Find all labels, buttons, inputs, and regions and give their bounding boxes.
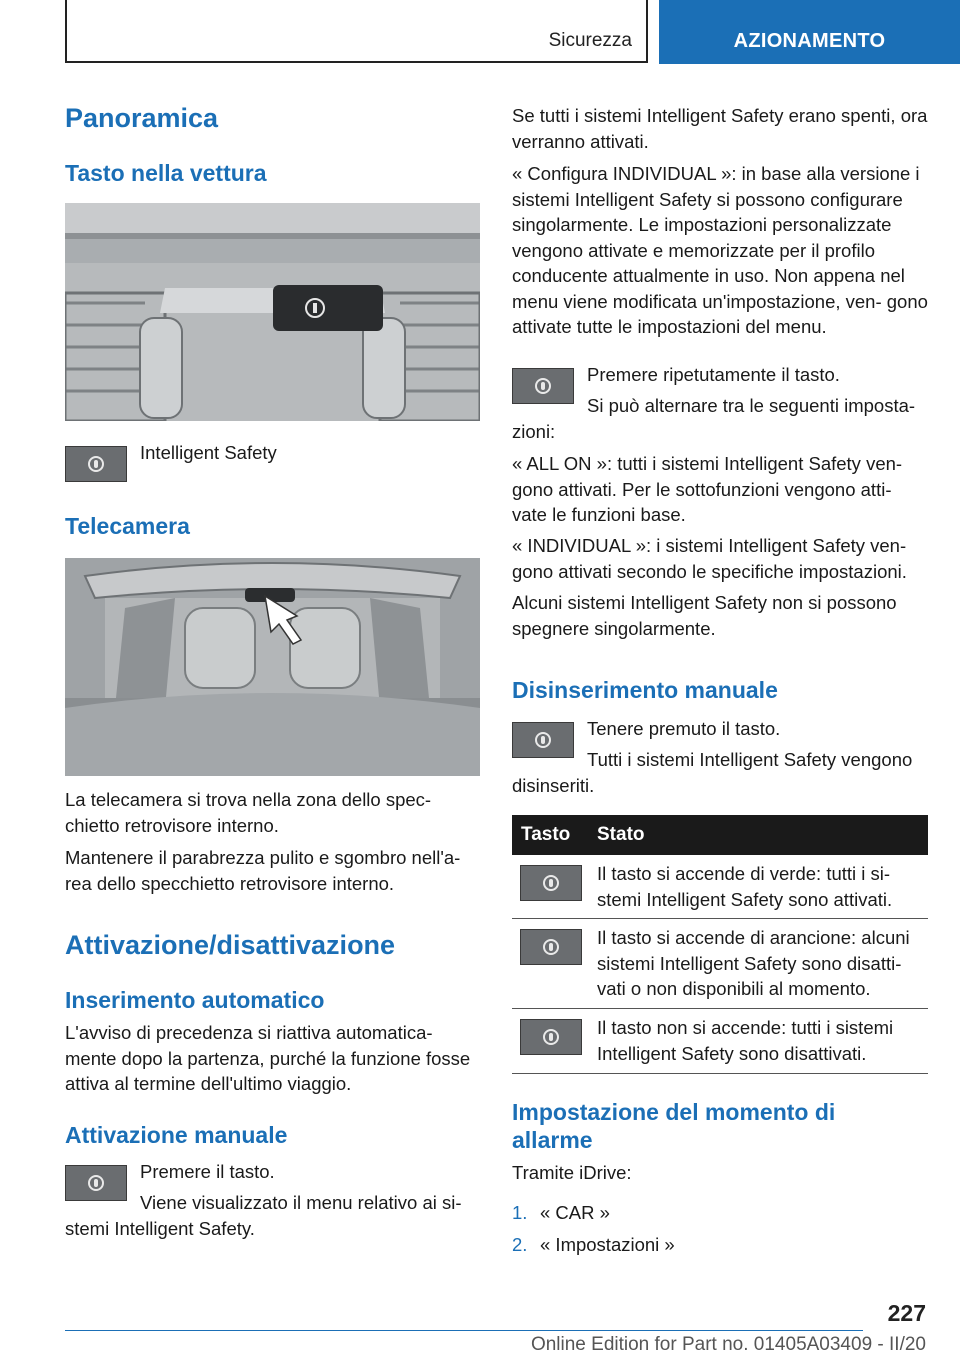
- camera-location-photo: [65, 558, 480, 776]
- table-cell-status: Il tasto si accende di arancione: alcuni sistemi Intelligent Safety sono disatti‐ vati o non disponibili al momento.: [597, 927, 910, 999]
- manual-line-2: Viene visualizzato il menu relativo ai si‐: [140, 1192, 462, 1213]
- step-text: « CAR »: [540, 1202, 610, 1223]
- table-row: [512, 855, 928, 919]
- repeat-line-2: Si può alternare tra le seguenti imposta‐: [587, 395, 916, 416]
- subheading-button: Tasto nella vettura: [65, 160, 267, 186]
- car-interior-illustration: [65, 558, 480, 776]
- camera-paragraph-1: La telecamera si trova nella zona dello spec‐ chietto retrovisore interno.: [65, 789, 432, 836]
- no-off-paragraph: Alcuni sistemi Intelligent Safety non si possono spegnere singolarmente.: [512, 592, 897, 639]
- table-cell-status: Il tasto non si accende: tutti i sistemi Intelligent Safety sono disattivati.: [597, 1017, 894, 1064]
- header-section-box: [65, 0, 648, 63]
- hold-button-icon: [512, 722, 574, 758]
- edition-footer: Online Edition for Part no. 01405A03409 - II/20: [530, 1334, 926, 1355]
- subheading-auto: Inserimento automatico: [65, 987, 325, 1013]
- subheading-camera: Telecamera: [65, 513, 190, 539]
- off-line-3: disinseriti.: [512, 775, 595, 796]
- column-header-button: Tasto: [521, 824, 571, 845]
- button-orange-icon: [520, 929, 582, 965]
- subheading-manual-off: Disinserimento manuale: [512, 677, 778, 703]
- button-green-icon: [520, 865, 582, 901]
- repeat-press-button-icon: [512, 368, 574, 404]
- right-paragraph-individual-config: « Configura INDIVIDUAL »: in base alla versione i sistemi Intelligent Safety si possono configurare singolarmente. Le impostazioni personalizzate vengono attivate e memorizzate per il profilo conducente attualmente in uso. Non appena nel menu viene modificata un'impostazione, ven‐ gono attivate tutte le impostazioni del menu.: [512, 163, 928, 337]
- section-title-activation: Attivazione/disattivazione: [65, 930, 396, 960]
- repeat-line-1: Premere ripetutamente il tasto.: [587, 364, 840, 385]
- dashboard-illustration: [65, 203, 480, 421]
- button-caption: Intelligent Safety: [140, 442, 277, 463]
- header-section-label: Sicurezza: [548, 30, 632, 51]
- subheading-manual: Attivazione manuale: [65, 1122, 288, 1148]
- dashboard-button-photo: [65, 203, 480, 421]
- chapter-tab: [659, 0, 960, 64]
- page-title: Panoramica: [65, 103, 219, 133]
- button-off-icon: [520, 1019, 582, 1055]
- right-paragraph-1: Se tutti i sistemi Intelligent Safety erano spenti, ora verranno attivati.: [512, 105, 928, 152]
- column-header-status: Stato: [597, 824, 645, 845]
- chapter-tab-label: AZIONAMENTO: [733, 30, 886, 52]
- repeat-line-3: zioni:: [512, 421, 556, 442]
- step-number: 2.: [512, 1234, 528, 1255]
- all-on-paragraph: « ALL ON »: tutti i sistemi Intelligent Safety ven‐ gono attivati. Per le sottofunzioni vengono atti‐ vate le funzioni base.: [512, 453, 903, 525]
- page-number: 227: [887, 1300, 926, 1326]
- manual-line-3: stemi Intelligent Safety.: [65, 1218, 255, 1239]
- off-line-1: Tenere premuto il tasto.: [587, 718, 781, 739]
- step-number: 1.: [512, 1202, 528, 1223]
- step-text: « Impostazioni »: [540, 1234, 675, 1255]
- status-table-header: [512, 815, 928, 855]
- intelligent-safety-button-icon: [65, 446, 127, 482]
- manual-line-1: Premere il tasto.: [140, 1161, 275, 1182]
- camera-paragraph-2: Mantenere il parabrezza pulito e sgombro nell'a‐ rea dello specchietto retrovisore interno.: [65, 847, 461, 894]
- off-line-2: Tutti i sistemi Intelligent Safety vengono: [587, 749, 913, 770]
- subheading-alarm-timing: Impostazione del momento di allarme: [512, 1099, 836, 1153]
- idrive-line: Tramite iDrive:: [512, 1162, 632, 1183]
- table-cell-status: Il tasto si accende di verde: tutti i si‐ stemi Intelligent Safety sono attivati.: [597, 863, 893, 910]
- individual-paragraph: « INDIVIDUAL »: i sistemi Intelligent Safety ven‐ gono attivati secondo le specifiche impostazioni.: [512, 535, 907, 582]
- footer-divider: [65, 1330, 863, 1331]
- manual-activation-button-icon: [65, 1165, 127, 1201]
- table-row: [512, 919, 928, 1009]
- table-row: [512, 1009, 928, 1074]
- auto-paragraph: L'avviso di precedenza si riattiva automatica‐ mente dopo la partenza, purché la funzione fosse attiva al termine dell'ultimo viaggio.: [65, 1022, 471, 1094]
